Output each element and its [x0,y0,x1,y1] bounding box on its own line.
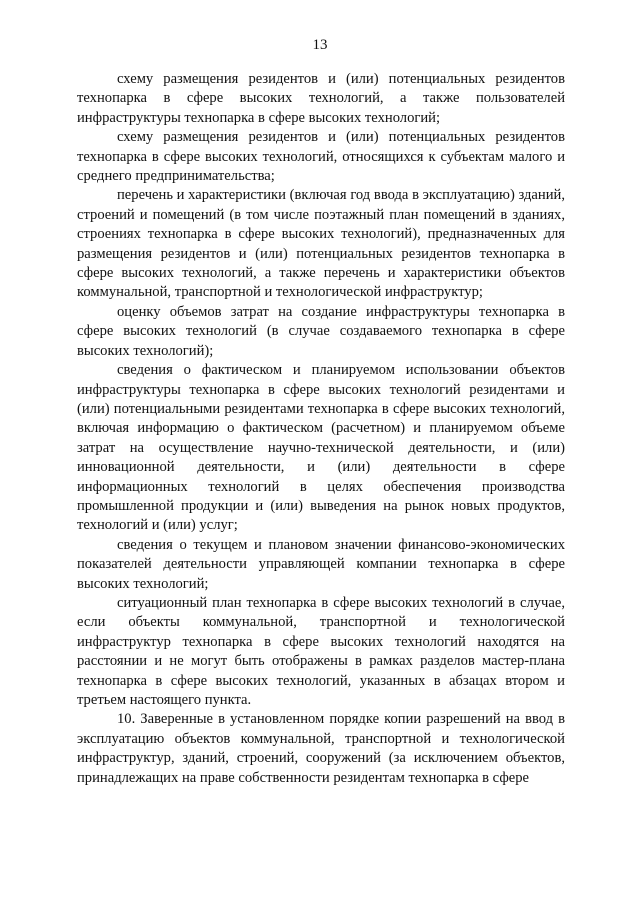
paragraph-situational-plan: ситуационный план технопарка в сфере высоких технологий в случае, если объекты коммунальной, транспортной и технологической инфраструктур технопарка в сфере высоких технологий находятся на расстоянии и не могут быть отображены в рамках разделов мастер-плана технопарка в сфере высоких технологий, указанных в абзацах втором и третьем настоящего пункта. [77,594,565,708]
paragraph-buildings-list: перечень и характеристики (включая год ввода в эксплуатацию) зданий, строений и помещений (в том числе поэтажный план помещений в зданиях, строениях технопарка в сфере высоких технологий), предназначенных для размещения резидентов и (или) потенциальных резидентов технопарка в сфере высоких технологий, а также перечень и характеристики объектов коммунальной, транспортной и технологической инфраструктур; [77,187,565,301]
paragraph-sme-resident-scheme: схему размещения резидентов и (или) потенциальных резидентов технопарка в сфере высоких технологий, относящихся к субъектам малого и среднего предпринимательства; [77,129,565,185]
paragraph-financial-indicators: сведения о текущем и плановом значении финансово-экономических показателей деятельности управляющей компании технопарка в сфере высоких технологий; [77,536,565,592]
document-body [77,70,565,788]
paragraph-resident-layout-scheme: схему размещения резидентов и (или) потенциальных резидентов технопарка в сфере высоких технологий, а также пользователей инфраструктуры технопарка в сфере высоких технологий; [77,71,565,126]
paragraph-infrastructure-usage: сведения о фактическом и планируемом использовании объектов инфраструктуры технопарка в сфере высоких технологий резидентами и (или) потенциальными резидентами технопарка в сфере высоких технологий, включая информацию о фактическом (расчетном) и планируемом объеме затрат на осуществление научно-технической деятельности, и (или) инновационной деятельности, и (или) деятельности в сфере информационных технологий в целях обеспечения производства промышленной продукции и (или) выведения на рынок новых продуктов, технологий и (или) услуг; [77,362,565,534]
paragraph-item-10: 10. Заверенные в установленном порядке копии разрешений на ввод в эксплуатацию объектов коммунальной, транспортной и технологической инфраструктур, зданий, строений, сооружений (за исключением объектов, принадлежащих на праве собственности резидентам технопарка в сфере [77,711,565,786]
paragraph-cost-estimate: оценку объемов затрат на создание инфраструктуры технопарка в сфере высоких технологий (в случае создаваемого технопарка в сфере высоких технологий); [77,303,565,359]
page-number: 13 [312,37,328,53]
